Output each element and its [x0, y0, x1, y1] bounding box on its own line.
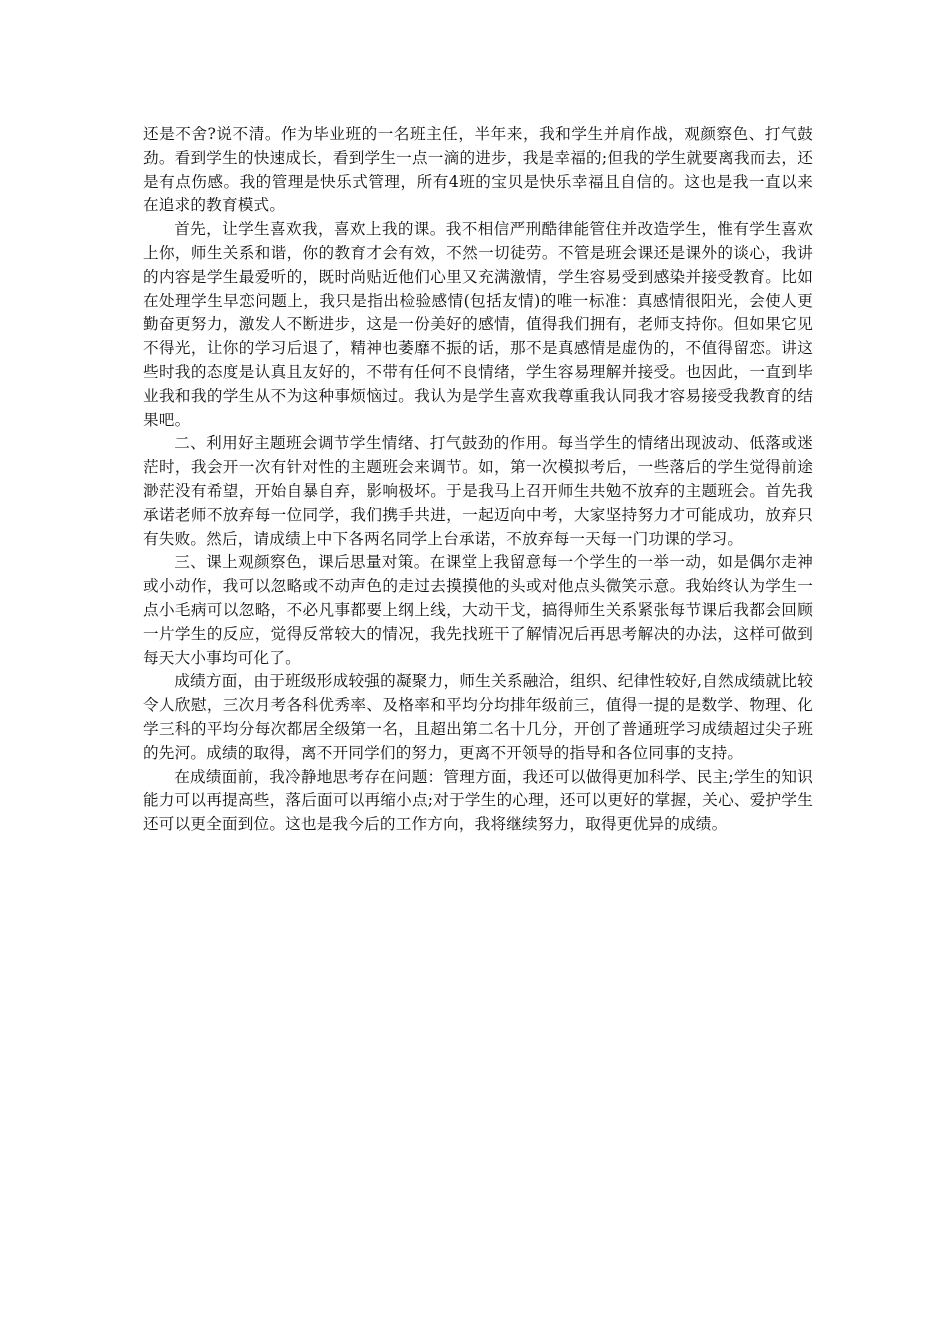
paragraph-reflection: 在成绩面前，我冷静地思考存在问题：管理方面，我还可以做得更加科学、民主;学生的知识能力可以再提高些，落后面可以再缩小点;对于学生的心理，还可以更好的掌握，关心、爱护学生还可以更全面到位。这也是我今后的工作方向，我将继续努力，取得更优异的成绩。 — [143, 767, 813, 834]
paragraph-second-point: 二、利用好主题班会调节学生情绪、打气鼓劲的作用。每当学生的情绪出现波动、低落或迷茫时，我会开一次有针对性的主题班会来调节。如，第一次模拟考后，一些落后的学生觉得前途渺茫没有希望，开始自暴自弃，影响极坏。于是我马上召开师生共勉不放弃的主题班会。首先我承诺老师不放弃每一位同学，我们携手共进，一起迈向中考，大家坚持努力才可能成功，放弃只有失败。然后，请成绩上中下各两名同学上台承诺，不放弃每一天每一门功课的学习。 — [143, 434, 813, 548]
paragraph-third-point: 三、课上观颜察色，课后思量对策。在课堂上我留意每一个学生的一举一动，如是偶尔走神或小动作，我可以忽略或不动声色的走过去摸摸他的头或对他点头微笑示意。我始终认为学生一点小毛病可以忽略，不必凡事都要上纲上线，大动干戈，搞得师生关系紧张每节课后我都会回顾一片学生的反应，觉得反常较大的情况，我先找班干了解情况后再思考解决的办法，这样可做到每天大小事均可化了。 — [143, 553, 813, 667]
document-body — [143, 123, 813, 837]
paragraph-results: 成绩方面，由于班级形成较强的凝聚力，师生关系融洽，组织、纪律性较好,自然成绩就比较令人欣慰，三次月考各科优秀率、及格率和平均分均排年级前三，值得一提的是数学、物理、化学三科的平均分每次都居全级第一名，且超出第二名十几分，开创了普通班学习成绩超过尖子班的先河。成绩的取得，离不开同学们的努力，更离不开领导的指导和各位同事的支持。 — [143, 672, 813, 762]
paragraph-continuation: 还是不舍?说不清。作为毕业班的一名班主任，半年来，我和学生并肩作战，观颜察色、打气鼓劲。看到学生的快速成长，看到学生一点一滴的进步，我是幸福的;但我的学生就要离我而去，还是有点伤感。我的管理是快乐式管理，所有4班的宝贝是快乐幸福且自信的。这也是我一直以来在追求的教育模式。 — [143, 125, 813, 215]
paragraph-first-point: 首先，让学生喜欢我，喜欢上我的课。我不相信严刑酷律能管住并改造学生，惟有学生喜欢上你，师生关系和谐，你的教育才会有效，不然一切徒劳。不管是班会课还是课外的谈心，我讲的内容是学生最爱听的，既时尚贴近他们心里又充满激情，学生容易受到感染并接受教育。比如在处理学生早恋问题上，我只是指出检验感情(包括友情)的唯一标准：真感情很阳光，会使人更勤奋更努力，激发人不断进步，这是一份美好的感情，值得我们拥有，老师支持你。但如果它见不得光，让你的学习后退了，精神也萎靡不振的话，那不是真感情是虚伪的，不值得留恋。讲这些时我的态度是认真且友好的，不带有任何不良情绪，学生容易理解并接受。也因此，一直到毕业我和我的学生从不为这种事烦恼过。我认为是学生喜欢我尊重我认同我才容易接受我教育的结果吧。 — [143, 220, 813, 429]
